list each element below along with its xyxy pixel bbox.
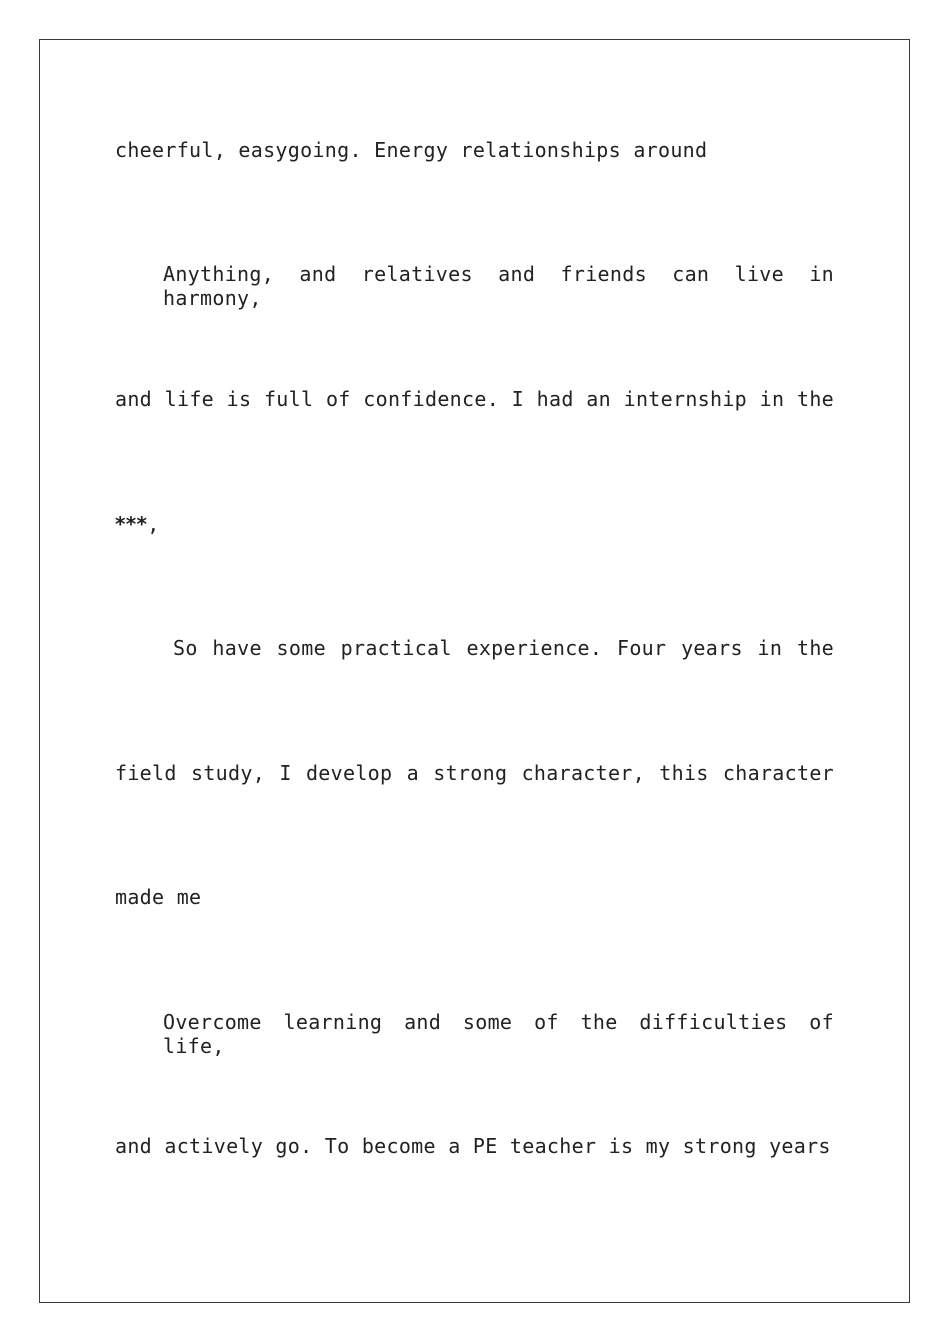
text-line-7: made me	[115, 885, 202, 909]
document-page	[39, 39, 910, 1303]
text-line-9: and actively go. To become a PE teacher is my strong years	[115, 1134, 831, 1158]
redacted-text: ***	[115, 512, 148, 536]
comma: ,	[147, 512, 160, 536]
text-line-1: cheerful, easygoing. Energy relationships around	[115, 138, 708, 162]
text-line-4	[115, 512, 834, 536]
text-line-5: So have some practical experience. Four years in the	[173, 636, 834, 660]
text-line-3: and life is full of confidence. I had an internship in the	[115, 387, 834, 411]
text-line-6: field study, I develop a strong character, this character	[115, 761, 834, 785]
text-line-8: Overcome learning and some of the difficulties of life,	[163, 1010, 834, 1058]
text-line-2: Anything, and relatives and friends can live in harmony,	[163, 262, 834, 310]
